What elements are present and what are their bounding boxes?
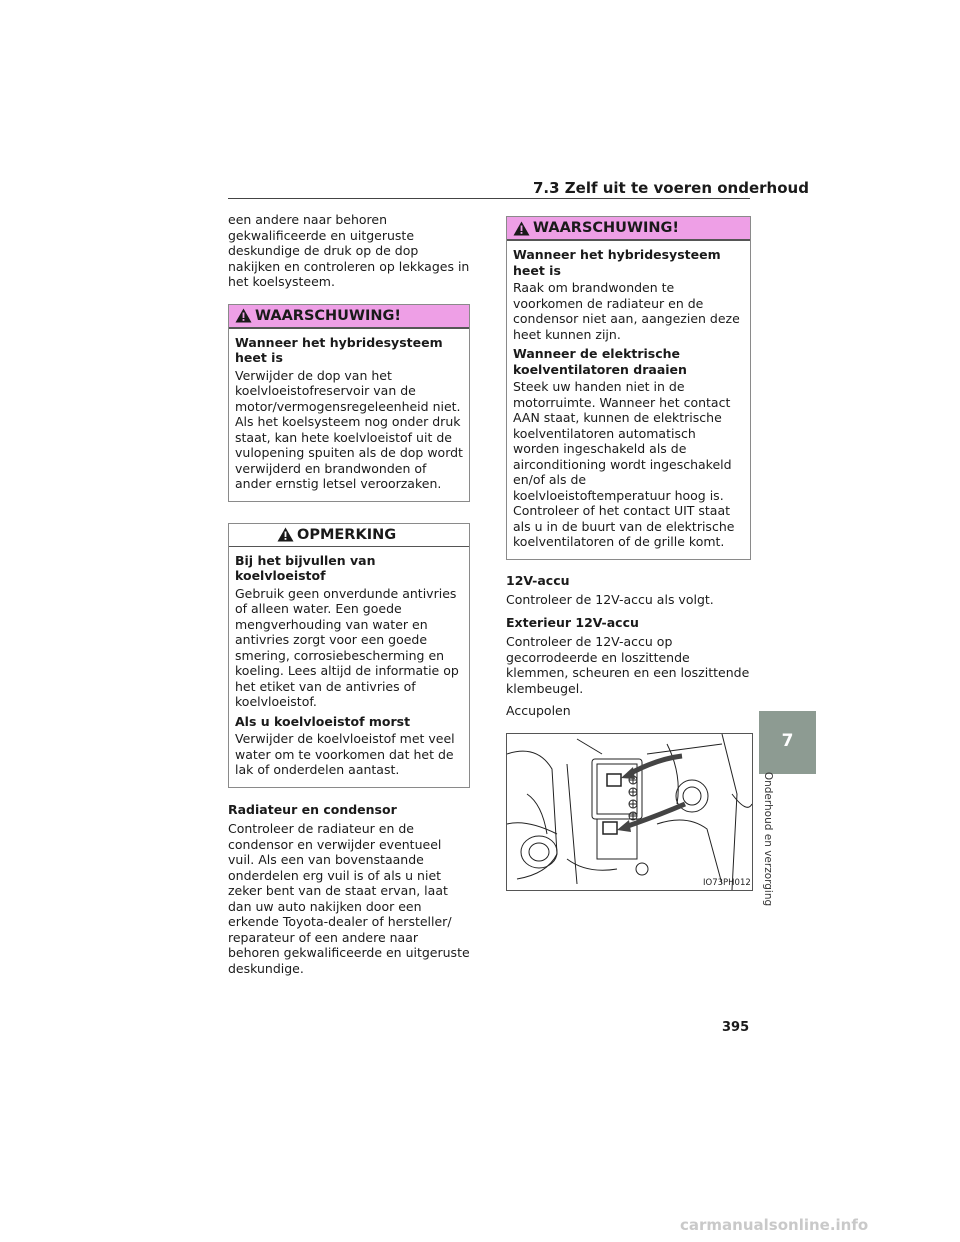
notice-heading-spill: Als u koelvloeistof morst	[235, 713, 411, 729]
notice-box	[228, 523, 470, 788]
exterior-text: Controleer de 12V-accu op gecorrodeerde en loszittende klemmen, scheuren en een loszittende klembeugel.	[506, 634, 750, 696]
exterior-heading: Exterieur 12V-accu	[506, 614, 639, 630]
header-rule	[228, 198, 750, 199]
battery-text: Controleer de 12V-accu als volgt.	[506, 592, 714, 607]
warning-text-hot: Raak om brandwonden te voorkomen de radiateur en de condensor niet aan, aangezien deze heet kunnen zijn.	[513, 280, 740, 342]
battery-illustration	[506, 733, 753, 891]
terminals-label: Accupolen	[506, 703, 571, 718]
notice-text-spill: Verwijder de koelvloeistof met veel water om te voorkomen dat het de lak of onderdelen aantast.	[235, 731, 455, 777]
chapter-label	[758, 771, 778, 907]
warning-heading-fans: Wanneer de elektrische koelventilatoren draaien	[513, 346, 687, 377]
radiator-text: Controleer de radiateur en de condensor en verwijder eventueel vuil. Als een van bovenstaande onderdelen erg vuil is of als u niet zeker bent van de staat ervan, laat dan uw auto nakijken door een erkende Toyota-dealer of hersteller/ reparateur of een andere naar behoren gekwalificeerde en uitgeruste deskundige.	[228, 821, 470, 976]
page-number: 395	[722, 1020, 750, 1035]
warning-label: WAARSCHUWING!	[533, 220, 679, 236]
notice-triangle-icon	[277, 527, 294, 542]
warning-box-hybrid	[506, 216, 751, 560]
warning-heading: Wanneer het hybridesysteem heet is	[235, 334, 443, 365]
notice-label: OPMERKING	[297, 526, 397, 543]
notice-heading-refill: Bij het bijvullen van koelvloeistof	[235, 552, 376, 583]
warning-box-coolant	[228, 304, 470, 502]
warning-box-header	[507, 217, 750, 241]
intro-text: een andere naar behoren gekwalificeerde en uitgeruste deskundige de druk op de dop nakijken en controleren op lekkages in het koelsysteem.	[228, 212, 470, 289]
chapter-label-text: Onderhoud en verzorging	[762, 771, 774, 907]
notice-box-header	[229, 524, 469, 547]
warning-text: Verwijder de dop van het koelvloeistofreservoir van de motor/vermogensregeleenheid niet. Als het koelsysteem nog onder druk staat, kan hete koelvloeistof uit de vulopening spuiten als de dop wordt verwijderd en brandwonden of ander ernstig letsel veroorzaken.	[235, 367, 463, 491]
right-column	[506, 216, 751, 891]
left-column	[228, 212, 470, 983]
section-title: 7.3 Zelf uit te voeren onderhoud	[533, 179, 809, 197]
warning-label: WAARSCHUWING!	[255, 307, 401, 324]
battery-drawing	[507, 734, 752, 890]
notice-text-refill: Gebruik geen onverdunde antivries of alleen water. Een goede mengverhouding van water en antivries zorgt voor een goede smering, corrosiebescherming en koeling. Lees altijd de informatie op het etiket van de antivries of koelvloeistof.	[235, 585, 459, 709]
warning-triangle-icon	[235, 308, 252, 323]
chapter-tab	[759, 711, 816, 774]
warning-box-header	[229, 305, 469, 329]
warning-heading-hot: Wanneer het hybridesysteem heet is	[513, 247, 721, 278]
figure-code: IO73PH012	[703, 877, 751, 888]
warning-text-fans: Steek uw handen niet in de motorruimte. Wanneer het contact AAN staat, kunnen de elektrische koelventilatoren automatisch worden ingeschakeld als de airconditioning wordt ingeschakeld en/of als de koelvloeistoftemperatuur hoog is. Controleer of het contact UIT staat als u in de buurt van de elektrische koelventilatoren of de grille komt.	[513, 379, 735, 549]
warning-triangle-icon	[513, 221, 530, 236]
watermark: carmanualsonline.info	[680, 1216, 869, 1234]
battery-heading: 12V-accu	[506, 572, 570, 588]
radiator-heading: Radiateur en condensor	[228, 801, 397, 817]
chapter-number: 7	[781, 731, 794, 751]
